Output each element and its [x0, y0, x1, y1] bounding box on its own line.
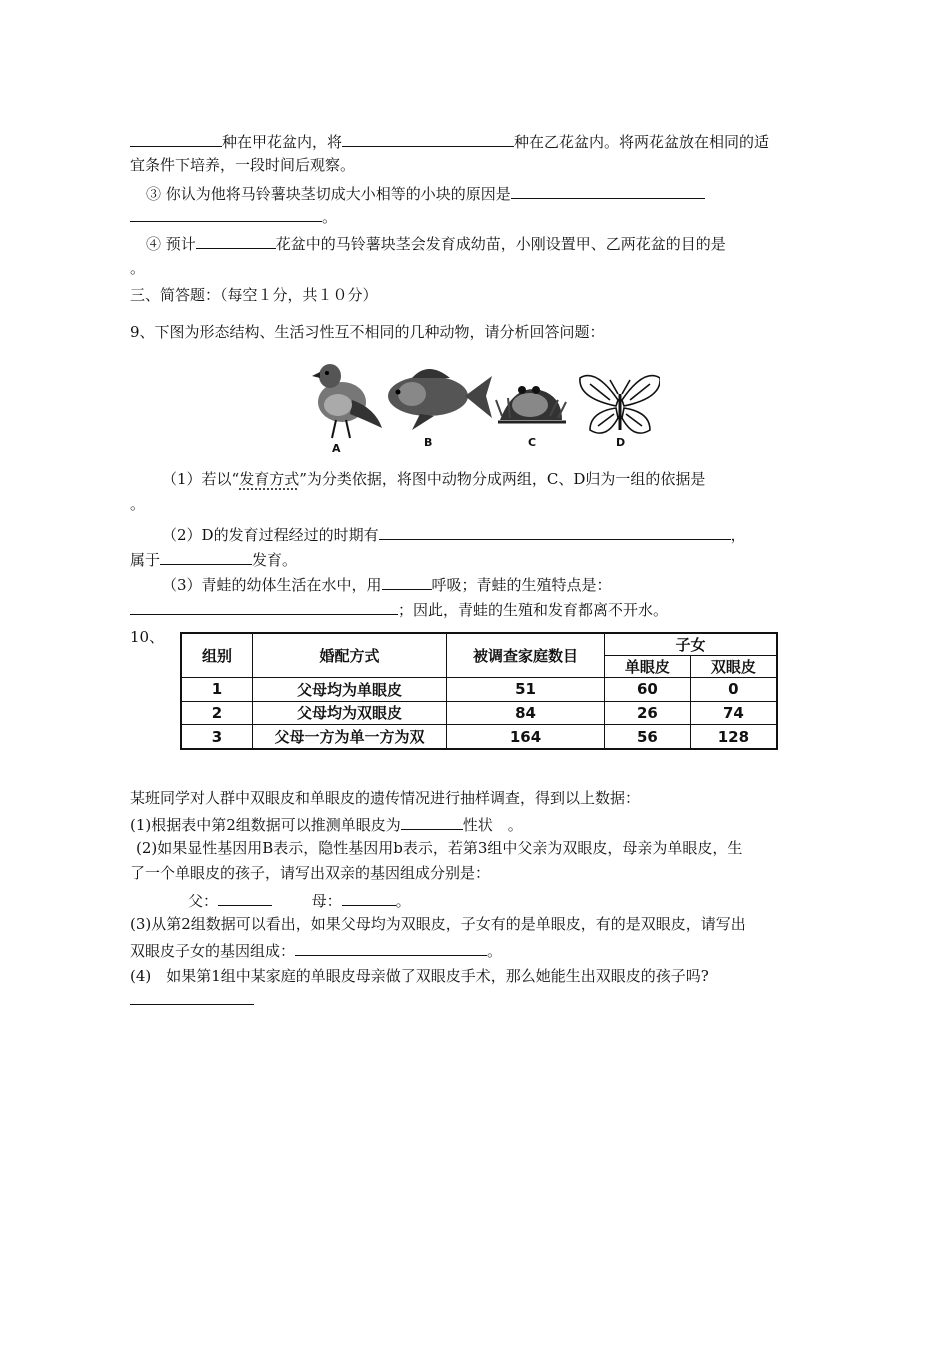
section-heading: 三、简答题：（每空１分，共１０分） [130, 286, 378, 304]
answer-blank[interactable] [196, 232, 276, 249]
question-10-2-answers: 父： 母： 。 [188, 889, 411, 911]
question-10-intro: 某班同学对人群中双眼皮和单眼皮的遗传情况进行抽样调查，得到以上数据： [130, 789, 641, 807]
question-10-1: (1)根据表中第2组数据可以推测单眼皮为 性状 。 [130, 813, 523, 835]
figure-label-c: C [528, 436, 537, 449]
answer-blank[interactable] [511, 182, 705, 199]
figure-label-b: B [424, 436, 433, 449]
answer-blank[interactable] [218, 889, 272, 906]
frog-icon [496, 386, 566, 422]
question-3-continued: 。 [130, 205, 337, 227]
question-9-title: 9、下图为形态结构、生活习性互不相同的几种动物，请分析回答问题： [130, 323, 605, 341]
answer-blank[interactable] [130, 988, 254, 1005]
answer-blank[interactable] [342, 130, 514, 147]
header-double: 双眼皮 [690, 656, 777, 678]
question-4-text: ④ 预计 花盆中的马铃薯块茎会发育成幼苗，小刚设置甲、乙两花盆的目的是 [146, 232, 726, 254]
answer-blank[interactable] [130, 205, 322, 222]
question-9-1-end: 。 [130, 495, 146, 513]
header-group: 组别 [181, 633, 253, 678]
question-9-3: （3）青蛙的幼体生活在水中，用 呼吸；青蛙的生殖特点是： [162, 573, 612, 595]
question-3-text: ③ 你认为他将马铃薯块茎切成大小相等的小块的原因是 [146, 182, 705, 204]
question-9-3-continued: ；因此，青蛙的生殖和发育都离不开水。 [130, 598, 668, 620]
question-10-2-continued: 了一个单眼皮的孩子，请写出双亲的基因组成分别是： [130, 864, 491, 882]
pigeon-icon [312, 364, 382, 438]
header-single: 单眼皮 [605, 656, 691, 678]
table-row: 3 父母一方为单一方为双 164 56 128 [181, 725, 777, 749]
butterfly-icon [580, 376, 660, 434]
answer-blank[interactable] [130, 598, 398, 615]
header-children: 子女 [605, 633, 778, 656]
question-9-2: （2）D的发育过程经过的时期有 ， [162, 523, 746, 545]
question-10-4: (4) 如果第1组中某家庭的单眼皮母亲做了双眼皮手术，那么她能生出双眼皮的孩子吗? [130, 967, 709, 985]
question-10-3-continued: 双眼皮子女的基因组成： 。 [130, 939, 502, 961]
line-plant-pots: 种在甲花盆内，将 种在乙花盆内。将两花盆放在相同的适 [130, 130, 769, 152]
answer-blank[interactable] [295, 939, 487, 956]
answer-blank[interactable] [160, 548, 252, 565]
answer-blank[interactable] [379, 523, 731, 540]
animals-illustration [300, 350, 660, 455]
answer-blank[interactable] [401, 813, 463, 830]
eyelid-survey-table [180, 632, 778, 750]
header-families: 被调查家庭数目 [447, 633, 605, 678]
question-10-2: (2)如果显性基因用B表示，隐性基因用b表示，若第3组中父亲为双眼皮，母亲为单眼皮，生 [136, 839, 743, 857]
animal-figure [300, 350, 660, 455]
table-row: 2 父母均为双眼皮 84 26 74 [181, 701, 777, 725]
line-conditions: 宜条件下培养，一段时间后观察。 [130, 156, 356, 174]
question-10-4-answer [130, 988, 254, 1010]
figure-label-d: D [616, 436, 626, 449]
table-row: 1 父母均为单眼皮 51 60 0 [181, 678, 777, 702]
answer-blank[interactable] [382, 573, 432, 590]
question-4-end: 。 [130, 259, 146, 277]
figure-label-a: A [332, 442, 341, 455]
answer-blank[interactable] [342, 889, 396, 906]
header-marriage: 婚配方式 [253, 633, 447, 678]
question-10-number: 10、 [130, 628, 165, 646]
question-10-3: (3)从第2组数据可以看出，如果父母均为双眼皮，子女有的是单眼皮，有的是双眼皮，请写出 [130, 915, 746, 933]
goldfish-icon [388, 369, 492, 430]
question-9-1: （1）若以“发育方式”为分类依据，将图中动物分成两组，C、D归为一组的依据是 [162, 470, 706, 488]
question-9-2-continued: 属于 发育。 [130, 548, 297, 570]
answer-blank[interactable] [130, 130, 222, 147]
